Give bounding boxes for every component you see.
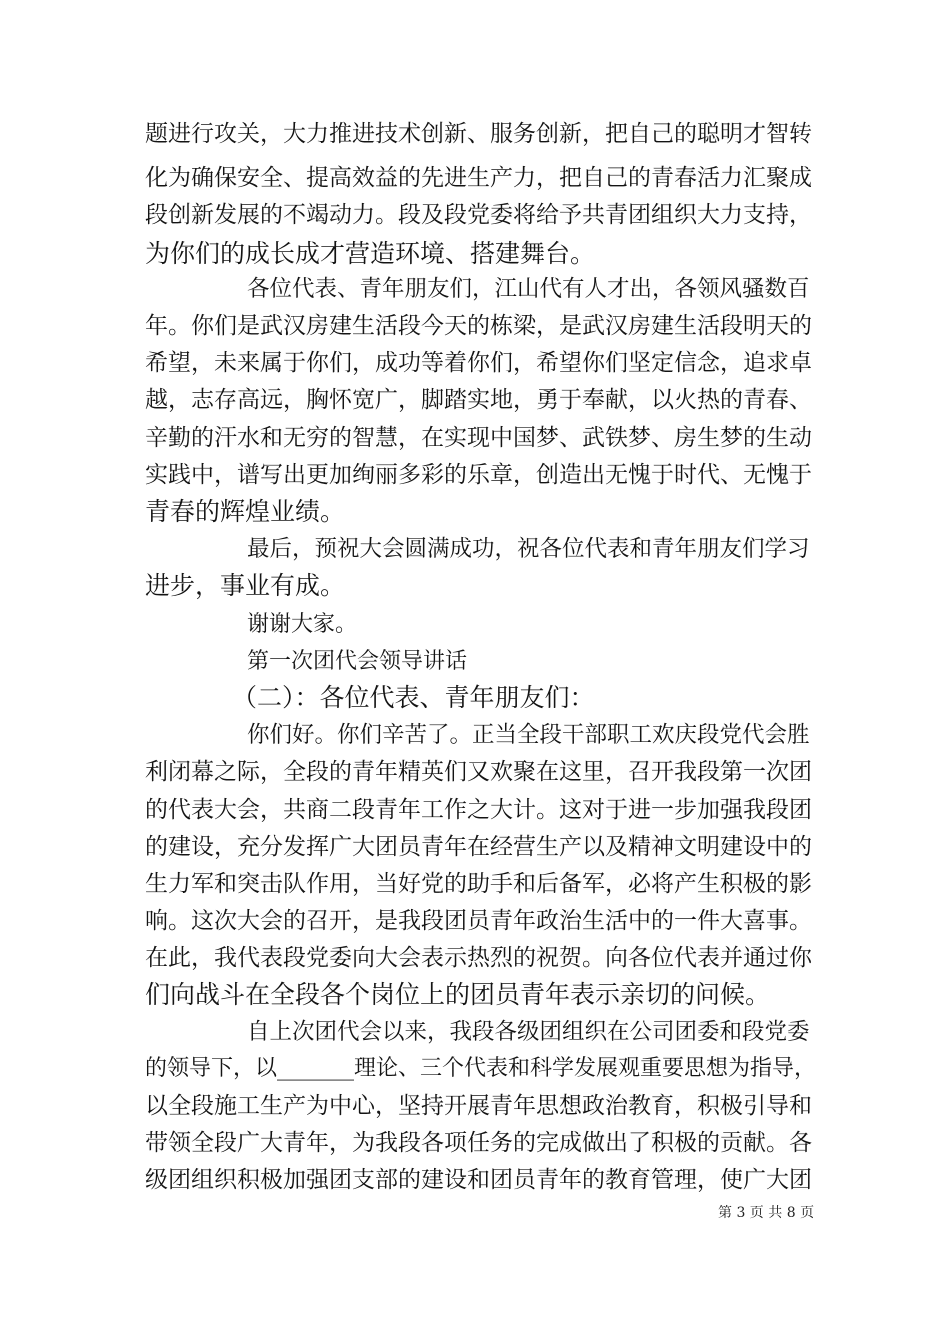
section-title: 第一次团代会领导讲话 — [247, 649, 468, 674]
text-line: 题进行攻关，大力推进技术创新、服务创新，把自己的聪明才智转 — [145, 121, 812, 147]
page-number-footer: 第 3 页 共 8 页 — [718, 1205, 815, 1221]
text-line: 各位代表、青年朋友们，江山代有人才出，各领风骚数百 — [247, 276, 810, 302]
text-line: 自上次团代会以来，我段各级团组织在公司团委和段党委 — [247, 1019, 810, 1045]
text-line: 越，志存高远，胸怀宽广，脚踏实地，勇于奉献，以火热的青春、 — [145, 387, 812, 413]
text-line: 希望，未来属于你们，成功等着你们，希望你们坚定信念，追求卓 — [145, 350, 812, 376]
text-line: 利闭幕之际，全段的青年精英们又欢聚在这里，召开我段第一次团 — [145, 759, 812, 785]
text-line: 级团组织积极加强团支部的建设和团员青年的教育管理，使广大团 — [145, 1167, 812, 1193]
text-line: 的建设，充分发挥广大团员青年在经营生产以及精神文明建设中的 — [145, 834, 812, 860]
text-line: 段创新发展的不竭动力。段及段党委将给予共青团组织大力支持， — [145, 202, 812, 228]
text-line: 实践中，谱写出更加绚丽多彩的乐章，创造出无愧于时代、无愧于 — [145, 462, 812, 488]
text-line: 的领导下，以_______理论、三个代表和科学发展观重要思想为指导， — [145, 1056, 817, 1081]
text-line: 最后，预祝大会圆满成功，祝各位代表和青年朋友们学习 — [247, 536, 810, 562]
text-line: 青春的辉煌业绩。 — [145, 497, 346, 526]
text-line: 响。这次大会的召开，是我段团员青年政治生活中的一件大喜事。 — [145, 908, 812, 934]
text-line: 谢谢大家。 — [247, 612, 358, 637]
text-line: 的代表大会，共商二段青年工作之大计。这对于进一步加强我段团 — [145, 797, 812, 823]
text-line: 辛勤的汗水和无穷的智慧，在实现中国梦、武铁梦、房生梦的生动 — [145, 425, 812, 451]
text-line: 们向战斗在全段各个岗位上的团员青年表示亲切的问候。 — [145, 980, 771, 1009]
text-line: （二）：各位代表、青年朋友们： — [232, 683, 595, 712]
text-line: 你们好。你们辛苦了。正当全段干部职工欢庆段党代会胜 — [247, 722, 810, 748]
text-line: 进步，事业有成。 — [145, 571, 346, 600]
text-line: 年。你们是武汉房建生活段今天的栋梁，是武汉房建生活段明天的 — [145, 313, 812, 339]
text-line: 为你们的成长成才营造环境、搭建舞台。 — [145, 239, 596, 268]
text-line: 生力军和突击队作用，当好党的助手和后备军，必将产生积极的影 — [145, 871, 812, 897]
text-line: 以全段施工生产为中心，坚持开展青年思想政治教育，积极引导和 — [145, 1093, 812, 1119]
text-line: 带领全段广大青年，为我段各项任务的完成做出了积极的贡献。各 — [145, 1130, 812, 1156]
text-line: 化为确保安全、提高效益的先进生产力，把自己的青春活力汇聚成 — [145, 165, 812, 191]
text-line: 在此，我代表段党委向大会表示热烈的祝贺。向各位代表并通过你 — [145, 945, 812, 971]
